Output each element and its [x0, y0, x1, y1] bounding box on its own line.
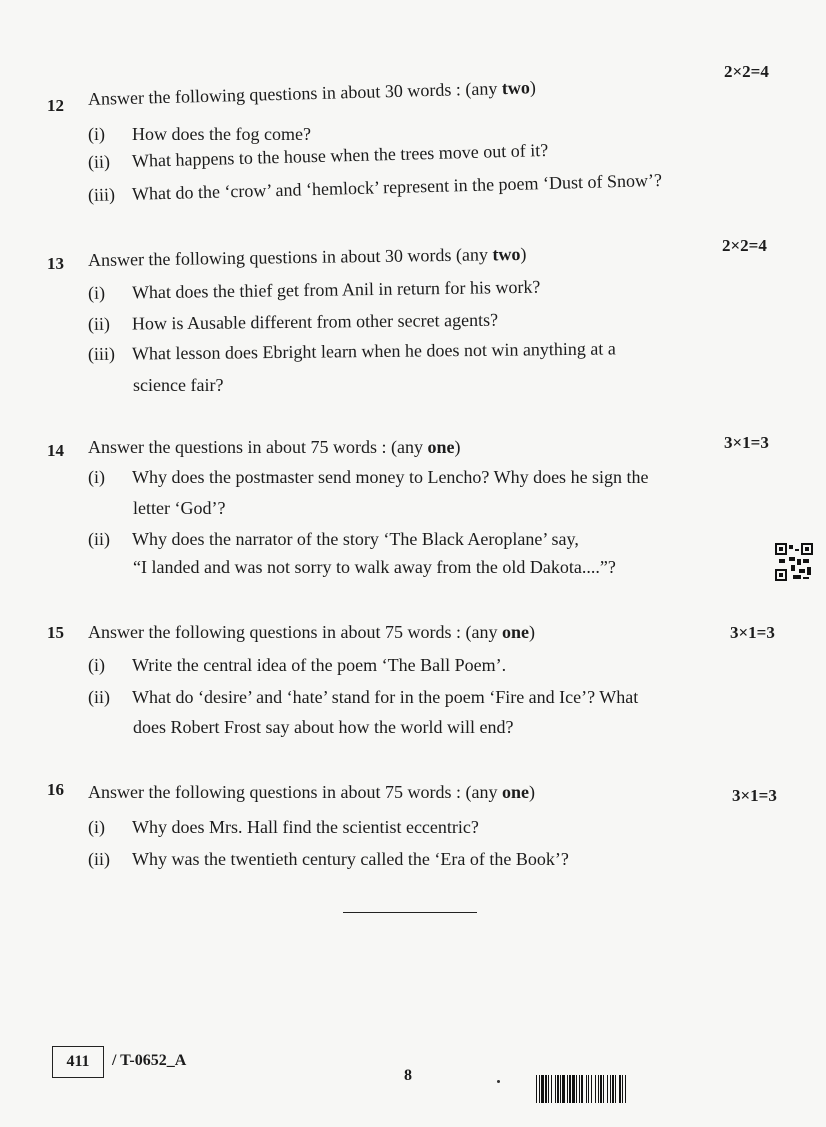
marks: 2×2=4 — [722, 236, 767, 255]
sub-question-continuation: letter ‘God’? — [133, 498, 226, 518]
sub-question: (ii) Why was the twentieth century called the ‘Era of the Book’? — [88, 849, 569, 869]
sub-question-continuation: science fair? — [133, 375, 224, 395]
question-number: 12 — [47, 96, 64, 115]
page-number: 8 — [404, 1067, 412, 1084]
sub-question: (i) What does the thief get from Anil in return for his work? — [87, 276, 541, 303]
sub-question: (i) Why does Mrs. Hall find the scientist eccentric? — [88, 817, 479, 837]
question-number: 15 — [47, 623, 64, 642]
speck — [497, 1080, 500, 1083]
marks: 3×1=3 — [724, 433, 769, 452]
question-instruction: Answer the following questions in about 75 words : (any one) — [88, 782, 535, 802]
marks: 3×1=3 — [732, 786, 777, 805]
sub-question: (ii) What happens to the house when the trees move out of it? — [87, 139, 549, 172]
qr-code-icon — [775, 543, 813, 581]
question-instruction: Answer the following questions in about 30 words : (any two) — [87, 77, 537, 109]
paper-number-box: 411 — [52, 1046, 104, 1078]
question-instruction: Answer the questions in about 75 words : (any one) — [88, 437, 461, 457]
question-instruction: Answer the following questions in about 75 words : (any one) — [88, 622, 535, 642]
sub-question: (iii) What lesson does Ebright learn when he does not win anything at a — [87, 338, 616, 364]
sub-question: (ii) What do ‘desire’ and ‘hate’ stand for in the poem ‘Fire and Ice’? What — [88, 687, 639, 707]
sub-question: (i) How does the fog come? — [88, 124, 311, 144]
paper-code: / T-0652_A — [112, 1052, 187, 1069]
sub-question: (ii) Why does the narrator of the story ‘The Black Aeroplane’ say, — [88, 529, 579, 549]
question-number: 13 — [47, 254, 64, 273]
sub-question: (i) Write the central idea of the poem ‘The Ball Poem’. — [88, 655, 507, 675]
sub-question: (ii) How is Ausable different from other secret agents? — [87, 309, 499, 334]
end-rule — [343, 912, 477, 913]
marks: 2×2=4 — [724, 62, 769, 81]
question-number: 16 — [47, 780, 64, 799]
sub-question-continuation: does Robert Frost say about how the world will end? — [133, 717, 514, 737]
barcode-icon — [536, 1075, 722, 1103]
sub-question: (iii) What do the ‘crow’ and ‘hemlock’ represent in the poem ‘Dust of Snow’? — [87, 169, 663, 205]
question-instruction: Answer the following questions in about 30 words (any two) — [87, 243, 527, 270]
marks: 3×1=3 — [730, 623, 775, 642]
sub-question-continuation: “I landed and was not sorry to walk away from the old Dakota....”? — [133, 557, 616, 577]
question-number: 14 — [47, 441, 64, 460]
sub-question: (i) Why does the postmaster send money to Lencho? Why does he sign the — [88, 467, 649, 487]
